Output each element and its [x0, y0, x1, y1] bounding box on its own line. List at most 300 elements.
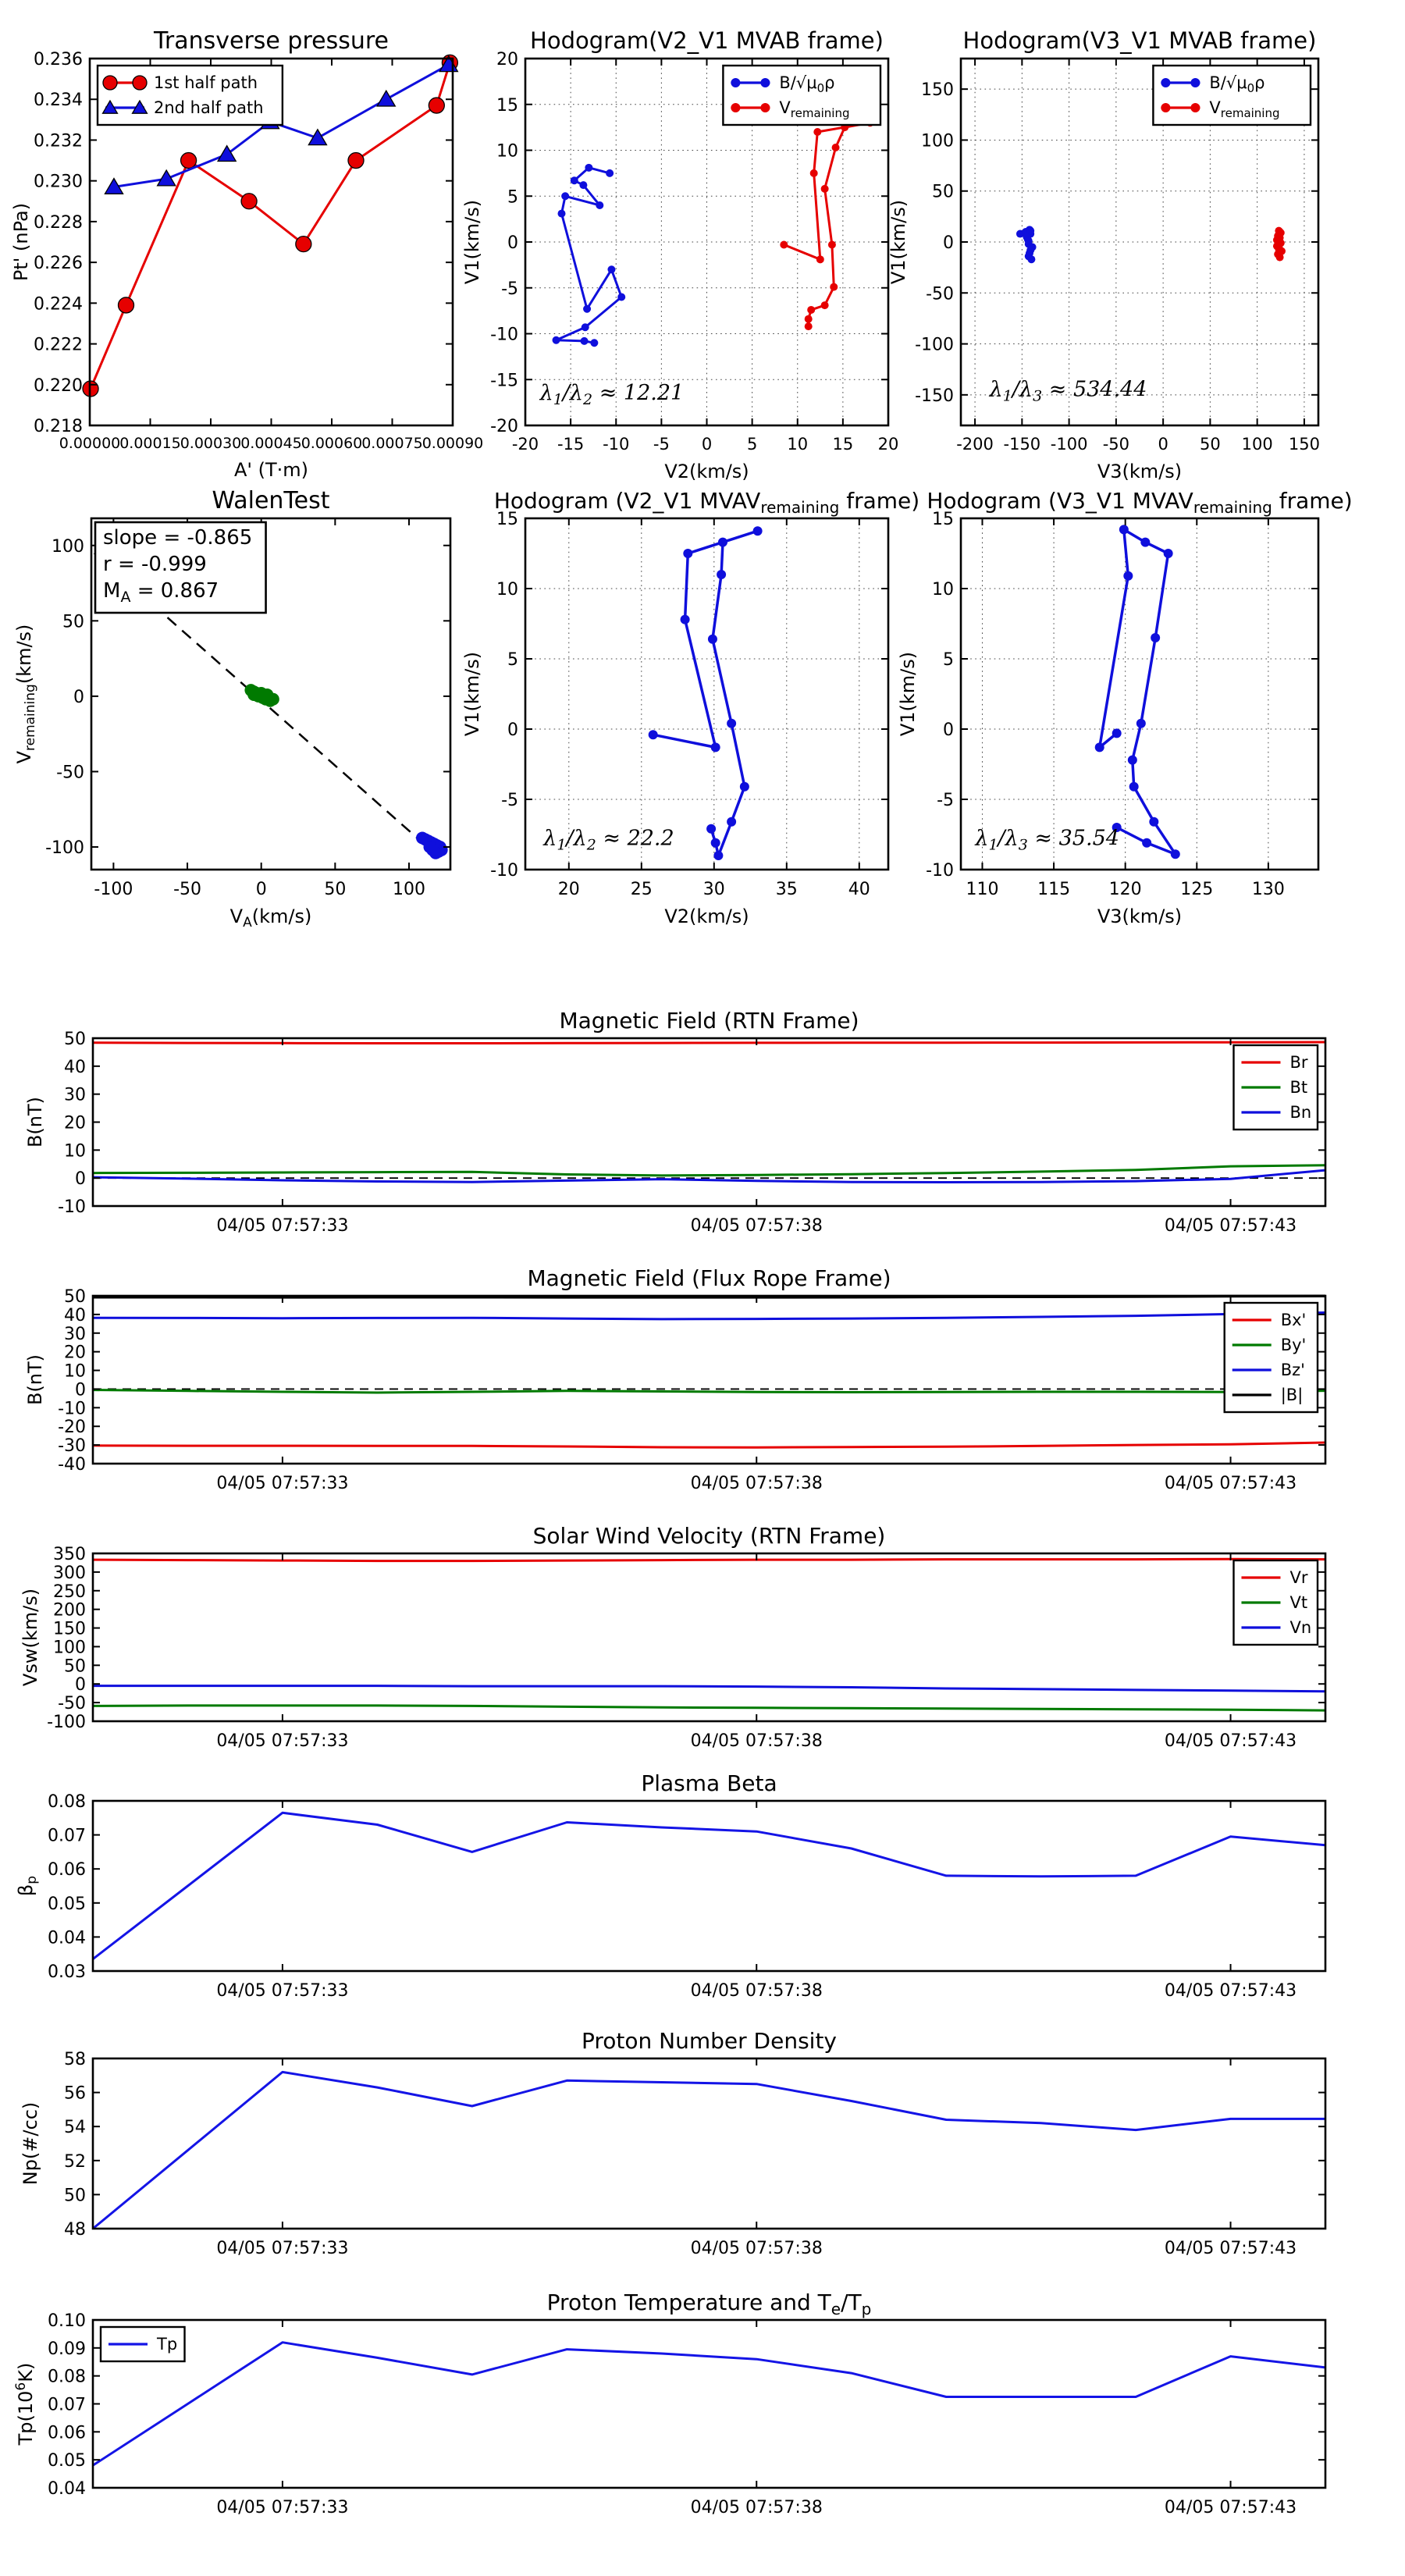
data-point — [607, 265, 615, 273]
x-tick-label: 5 — [746, 435, 758, 454]
y-tick-label: 50 — [64, 1030, 86, 1049]
x-tick-label: 0 — [255, 880, 267, 899]
y-tick-label: -100 — [45, 838, 84, 859]
series-by- — [93, 1390, 1325, 1393]
y-tick-label: 50 — [64, 1287, 86, 1307]
data-point — [181, 153, 197, 169]
y-tick-label: 0.228 — [34, 212, 83, 233]
data-point — [429, 98, 444, 113]
y-tick-label: 52 — [64, 2151, 86, 2172]
y-tick-label: 0.07 — [48, 2395, 86, 2415]
y-tick-label: 100 — [921, 131, 954, 151]
data-point — [1171, 849, 1180, 859]
panel-transverse-pressure — [10, 27, 483, 481]
y-tick-label: 10 — [64, 1141, 86, 1162]
legend-marker — [731, 103, 740, 112]
x-axis-label: V3(km/s) — [1097, 461, 1183, 482]
data-point — [816, 255, 824, 263]
x-tick-label: 0.00045 — [240, 435, 302, 452]
data-point — [582, 323, 589, 331]
panel-solar-wind-velocity — [20, 1523, 1325, 1751]
y-tick-label: 5 — [943, 650, 954, 670]
legend-label: Tp — [157, 2335, 178, 2354]
chart-title: Solar Wind Velocity (RTN Frame) — [532, 1523, 886, 1549]
data-point — [423, 841, 436, 853]
x-tick-label: -5 — [653, 435, 670, 454]
panel-proton-number-density — [20, 2028, 1325, 2258]
data-point — [606, 169, 614, 177]
x-tick-label: -50 — [1102, 435, 1130, 454]
x-tick-label: 0.00075 — [361, 435, 423, 452]
data-point — [1136, 719, 1146, 728]
data-point — [377, 91, 395, 106]
legend-label: Bz' — [1280, 1361, 1305, 1379]
data-point — [711, 838, 720, 848]
legend-label: |B| — [1280, 1386, 1304, 1404]
series-bx- — [93, 1443, 1325, 1447]
data-point — [1095, 742, 1104, 752]
x-tick-label: -100 — [94, 880, 133, 899]
data-point — [813, 128, 821, 136]
y-tick-label: -50 — [56, 763, 84, 783]
legend — [723, 66, 880, 125]
legend-marker — [133, 76, 147, 90]
data-point — [267, 693, 279, 706]
y-tick-label: 54 — [64, 2118, 86, 2138]
x-tick-label: 35 — [775, 880, 798, 899]
data-point — [1275, 244, 1282, 251]
x-tick-label: -100 — [1050, 435, 1088, 454]
data-point — [1128, 756, 1137, 765]
x-tick-label: 0.00015 — [119, 435, 181, 452]
legend — [98, 66, 283, 125]
data-point — [1026, 227, 1034, 235]
y-tick-label: 0 — [75, 1380, 86, 1400]
data-point — [596, 201, 603, 209]
axes-frame — [961, 518, 1318, 870]
legend-label: Br — [1289, 1053, 1308, 1072]
series-vr — [93, 1559, 1325, 1560]
x-tick-label: 15 — [832, 435, 854, 454]
series-vn — [93, 1686, 1325, 1692]
y-axis-label: $V_{remaining}(km/s)$ — [13, 624, 38, 764]
x-tick-label: 04/05 07:57:33 — [216, 1731, 349, 1751]
panel-magnetic-field-rtn — [24, 1008, 1325, 1236]
annotation: $\lambda_1/\lambda_3 \approx 35.54$ — [975, 826, 1119, 854]
y-tick-label: 350 — [53, 1545, 86, 1564]
y-axis-label: $Tp(10^6K)$ — [13, 2362, 37, 2446]
series-bt — [93, 1165, 1325, 1176]
y-tick-label: 0.10 — [48, 2311, 86, 2331]
annotation: $\lambda_1/\lambda_2 \approx 22.2$ — [543, 826, 674, 854]
x-tick-label: -10 — [603, 435, 630, 454]
data-point — [1119, 525, 1129, 534]
y-tick-label: -5 — [937, 791, 954, 810]
x-tick-label: 04/05 07:57:38 — [690, 2239, 823, 2258]
axes-frame — [93, 1296, 1325, 1464]
legend — [1153, 66, 1311, 125]
data-point — [727, 719, 736, 728]
legend — [101, 2327, 185, 2361]
legend-label: 1st half path — [154, 73, 258, 92]
y-tick-label: 30 — [64, 1085, 86, 1105]
data-point — [296, 237, 311, 252]
legend — [1225, 1303, 1318, 1412]
y-tick-label: 0 — [507, 233, 518, 253]
y-tick-label: 15 — [496, 95, 518, 116]
legend-label: 2nd half path — [154, 98, 264, 117]
legend-marker — [103, 76, 117, 90]
y-tick-label: 10 — [64, 1361, 86, 1382]
x-tick-label: 04/05 07:57:38 — [690, 1731, 823, 1751]
y-tick-label: 100 — [53, 1638, 86, 1658]
data-point — [1164, 549, 1173, 558]
panel-hodogram-v2v1-mvav — [461, 488, 919, 927]
y-tick-label: 40 — [64, 1057, 86, 1077]
data-point — [713, 851, 723, 860]
x-tick-label: 04/05 07:57:43 — [1164, 1474, 1297, 1493]
data-point — [718, 538, 727, 547]
y-tick-label: 0.226 — [34, 254, 83, 274]
chart-title: Magnetic Field (RTN Frame) — [559, 1008, 859, 1034]
y-tick-label: -10 — [58, 1399, 86, 1419]
y-tick-label: -5 — [501, 791, 518, 810]
x-tick-label: 20 — [877, 435, 899, 454]
legend-label: Vn — [1289, 1618, 1312, 1637]
y-axis-label: V1(km/s) — [887, 199, 909, 285]
data-point — [821, 301, 829, 309]
x-axis-label: $V_A(km/s)$ — [229, 906, 312, 930]
legend-label: By' — [1280, 1336, 1307, 1354]
series-bz- — [93, 1313, 1325, 1319]
y-tick-label: 0 — [507, 720, 518, 740]
data-point — [1112, 728, 1122, 738]
series-tp — [93, 2343, 1325, 2466]
y-tick-label: 0.222 — [34, 335, 83, 355]
data-point — [810, 169, 818, 177]
x-tick-label: 04/05 07:57:33 — [216, 2239, 349, 2258]
panel-plasma-beta — [15, 1770, 1325, 2001]
legend-marker — [760, 103, 770, 112]
x-tick-label: 04/05 07:57:33 — [216, 2498, 349, 2517]
axes-frame — [93, 1801, 1325, 1971]
x-tick-label: 0.00090 — [422, 435, 484, 452]
legend-label: $V_{remaining}$ — [779, 98, 850, 120]
chart-title: Magnetic Field (Flux Rope Frame) — [527, 1265, 891, 1291]
data-point — [706, 824, 716, 834]
legend-label: Vt — [1289, 1593, 1308, 1612]
x-axis-label: A' (T·m) — [233, 459, 309, 481]
data-point — [683, 549, 692, 558]
panel-proton-temperature — [13, 2290, 1325, 2517]
chart-title: Proton Temperature and $T_e/T_p$ — [546, 2290, 872, 2318]
legend-label: Bt — [1289, 1078, 1308, 1097]
panel-hodogram-v2v1-mvab — [461, 27, 898, 482]
x-tick-label: 04/05 07:57:38 — [690, 1216, 823, 1236]
x-axis-label: V2(km/s) — [664, 461, 749, 482]
y-tick-label: 0.08 — [48, 2367, 86, 2387]
stats-line: r = -0.999 — [103, 553, 207, 576]
axes-frame — [93, 1553, 1325, 1721]
data-point — [553, 336, 560, 344]
x-tick-label: 115 — [1037, 880, 1071, 899]
x-tick-label: 0 — [701, 435, 713, 454]
y-tick-label: 0.06 — [48, 1860, 86, 1880]
data-point — [649, 730, 658, 739]
series-beta-p — [93, 1813, 1325, 1959]
y-tick-label: -5 — [501, 279, 518, 299]
y-tick-label: 0.04 — [48, 2479, 86, 2499]
y-axis-label: Vsw(km/s) — [20, 1588, 41, 1687]
y-tick-label: 0.230 — [34, 172, 83, 192]
chart-title: WalenTest — [212, 487, 330, 514]
data-point — [807, 306, 815, 314]
y-tick-label: 15 — [496, 510, 518, 529]
data-point — [681, 615, 690, 624]
chart-title: Hodogram(V3_V1 MVAB frame) — [962, 27, 1317, 54]
data-point — [558, 210, 566, 218]
legend-label: Vr — [1289, 1568, 1308, 1587]
data-point — [583, 305, 591, 313]
y-axis-label: Np(#/cc) — [20, 2101, 41, 2186]
stats-box — [95, 522, 266, 613]
legend-marker — [760, 78, 770, 87]
y-tick-label: 0.220 — [34, 375, 83, 396]
x-tick-label: 0.00060 — [301, 435, 363, 452]
y-tick-label: 10 — [496, 580, 518, 600]
x-axis-label: V3(km/s) — [1097, 906, 1183, 927]
y-tick-label: -100 — [915, 335, 954, 355]
series-v-remaining — [784, 123, 870, 326]
data-point — [1142, 838, 1151, 848]
chart-title: Proton Number Density — [581, 2028, 838, 2054]
y-tick-label: 40 — [64, 1305, 86, 1325]
data-point — [832, 144, 840, 151]
y-axis-label: Pt' (nPa) — [10, 202, 32, 282]
y-axis-label: $\beta_p$ — [15, 1875, 40, 1897]
y-tick-label: -100 — [47, 1713, 86, 1732]
data-point — [119, 297, 134, 313]
data-point — [1140, 538, 1150, 547]
panel-walen-test — [13, 487, 450, 930]
y-tick-label: 20 — [64, 1343, 86, 1363]
y-tick-label: 30 — [64, 1324, 86, 1344]
panel-magnetic-field-flux-rope — [24, 1265, 1325, 1493]
data-point — [805, 315, 813, 323]
x-tick-label: 125 — [1180, 880, 1214, 899]
y-tick-label: 200 — [53, 1600, 86, 1621]
legend-marker — [1161, 78, 1170, 87]
x-tick-label: 100 — [1241, 435, 1273, 454]
data-point — [581, 337, 589, 345]
y-tick-label: 0 — [75, 1169, 86, 1190]
x-axis-label: V2(km/s) — [664, 906, 749, 927]
y-tick-label: 0.236 — [34, 50, 83, 69]
y-tick-label: 50 — [64, 1656, 86, 1677]
data-point — [1123, 571, 1133, 581]
series-v-hodogram — [653, 531, 758, 856]
data-point — [805, 322, 813, 330]
x-tick-label: -15 — [557, 435, 585, 454]
data-point — [1129, 782, 1139, 792]
data-point — [727, 817, 736, 827]
data-point — [753, 526, 763, 535]
data-point — [780, 241, 788, 249]
y-tick-label: -150 — [915, 386, 954, 406]
data-point — [740, 782, 749, 792]
x-tick-label: 40 — [848, 880, 870, 899]
x-tick-label: -200 — [956, 435, 994, 454]
legend-label: Bx' — [1280, 1311, 1307, 1329]
y-tick-label: 58 — [64, 2050, 86, 2069]
x-tick-label: 20 — [557, 880, 580, 899]
data-point — [708, 635, 717, 644]
x-tick-label: 04/05 07:57:43 — [1164, 1216, 1297, 1236]
y-tick-label: 20 — [64, 1113, 86, 1133]
series-vt — [93, 1706, 1325, 1710]
y-tick-label: -40 — [58, 1455, 86, 1475]
y-tick-label: 0.09 — [48, 2339, 86, 2359]
y-tick-label: 0.04 — [48, 1928, 86, 1948]
panel-hodogram-v3v1-mvab — [887, 27, 1320, 482]
y-tick-label: -50 — [58, 1694, 86, 1714]
data-point — [1273, 236, 1281, 244]
legend-marker — [1190, 78, 1200, 87]
y-tick-label: 10 — [932, 580, 954, 600]
x-tick-label: 0.00000 — [59, 435, 121, 452]
data-point — [828, 241, 836, 249]
x-tick-label: 04/05 07:57:43 — [1164, 1981, 1297, 2001]
y-tick-label: -10 — [926, 861, 954, 881]
y-tick-label: 150 — [921, 80, 954, 101]
stats-line: $M_A = 0.867$ — [103, 579, 219, 606]
x-tick-label: 110 — [966, 880, 999, 899]
data-point — [1151, 633, 1160, 642]
data-point — [218, 146, 236, 162]
x-tick-label: 100 — [392, 880, 425, 899]
data-point — [561, 192, 569, 200]
y-tick-label: 150 — [53, 1619, 86, 1639]
x-tick-label: 0.00030 — [180, 435, 242, 452]
legend — [1233, 1560, 1318, 1645]
y-tick-label: 0.232 — [34, 131, 83, 151]
chart-title: Hodogram (V2_V1 $MVAV_{remaining}$ frame) — [493, 488, 920, 517]
series-v-hodogram — [1100, 529, 1176, 854]
y-tick-label: -30 — [58, 1436, 86, 1457]
y-axis-label: B(nT) — [24, 1096, 46, 1148]
x-tick-label: 04/05 07:57:33 — [216, 1981, 349, 2001]
x-tick-label: 150 — [1288, 435, 1320, 454]
y-tick-label: -20 — [58, 1418, 86, 1438]
chart-title: Hodogram(V2_V1 MVAB frame) — [530, 27, 884, 54]
y-tick-label: -20 — [490, 417, 518, 436]
data-point — [241, 194, 257, 209]
data-point — [585, 164, 592, 172]
x-tick-label: 10 — [787, 435, 809, 454]
data-point — [711, 742, 720, 752]
series-np — [93, 2072, 1325, 2229]
y-axis-label: B(nT) — [24, 1354, 46, 1406]
data-point — [348, 153, 364, 169]
legend — [1233, 1045, 1318, 1130]
annotation: $\lambda_1/\lambda_3 \approx 534.44$ — [989, 377, 1147, 405]
legend-marker — [1190, 103, 1200, 112]
y-tick-label: 0.05 — [48, 1894, 86, 1914]
x-tick-label: 04/05 07:57:33 — [216, 1216, 349, 1236]
y-tick-label: 0.218 — [34, 417, 83, 436]
y-tick-label: 56 — [64, 2083, 86, 2104]
data-point — [821, 185, 829, 193]
legend-label: Bn — [1289, 1103, 1312, 1122]
y-tick-label: -50 — [926, 284, 954, 304]
data-point — [1149, 817, 1158, 827]
y-tick-label: 50 — [932, 182, 954, 202]
legend-label: $B/√\mu_0\rho$ — [779, 73, 835, 95]
legend-label: $V_{remaining}$ — [1209, 98, 1280, 120]
y-tick-label: -10 — [490, 325, 518, 345]
legend-label: $B/√\mu_0\rho$ — [1209, 73, 1265, 95]
y-axis-label: V1(km/s) — [897, 651, 919, 737]
x-tick-label: 04/05 07:57:43 — [1164, 2239, 1297, 2258]
y-tick-label: 48 — [64, 2220, 86, 2240]
data-point — [717, 570, 726, 579]
data-point — [830, 283, 838, 291]
y-tick-label: 15 — [932, 510, 954, 529]
data-point — [579, 181, 587, 189]
x-tick-label: -20 — [511, 435, 539, 454]
y-tick-label: 0.07 — [48, 1826, 86, 1846]
y-axis-label: V1(km/s) — [461, 199, 483, 285]
y-tick-label: 250 — [53, 1582, 86, 1602]
data-point — [1276, 254, 1284, 262]
axes-frame — [525, 518, 888, 870]
chart-title: Transverse pressure — [153, 27, 389, 55]
y-tick-label: 0.03 — [48, 1962, 86, 1982]
x-tick-label: -50 — [173, 880, 202, 899]
x-tick-label: 04/05 07:57:38 — [690, 1981, 823, 2001]
y-tick-label: 20 — [496, 50, 518, 69]
y-tick-label: -10 — [58, 1197, 86, 1217]
x-tick-label: 04/05 07:57:38 — [690, 1474, 823, 1493]
y-tick-label: 5 — [507, 187, 518, 208]
stats-line: slope = -0.865 — [103, 526, 253, 550]
x-tick-label: 04/05 07:57:43 — [1164, 2498, 1297, 2517]
y-tick-label: -15 — [490, 371, 518, 391]
data-point — [617, 294, 625, 301]
y-tick-label: 10 — [496, 141, 518, 162]
data-point — [158, 170, 176, 186]
x-tick-label: 130 — [1251, 880, 1285, 899]
y-tick-label: 5 — [507, 650, 518, 670]
panel-hodogram-v3v1-mvav — [897, 488, 1353, 927]
data-point — [571, 176, 578, 184]
y-tick-label: -10 — [490, 861, 518, 881]
x-tick-label: 25 — [630, 880, 653, 899]
x-tick-label: 04/05 07:57:43 — [1164, 1731, 1297, 1751]
y-tick-label: 300 — [53, 1563, 86, 1583]
data-point — [308, 130, 326, 145]
x-tick-label: 120 — [1108, 880, 1142, 899]
y-tick-label: 0 — [73, 687, 84, 707]
y-tick-label: 50 — [62, 612, 84, 632]
y-tick-label: 0.224 — [34, 294, 83, 315]
y-tick-label: 0.08 — [48, 1792, 86, 1812]
x-tick-label: 50 — [1200, 435, 1221, 454]
legend-marker — [731, 78, 740, 87]
x-tick-label: 04/05 07:57:38 — [690, 2498, 823, 2517]
y-tick-label: 0.06 — [48, 2423, 86, 2443]
x-tick-label: -150 — [1003, 435, 1041, 454]
